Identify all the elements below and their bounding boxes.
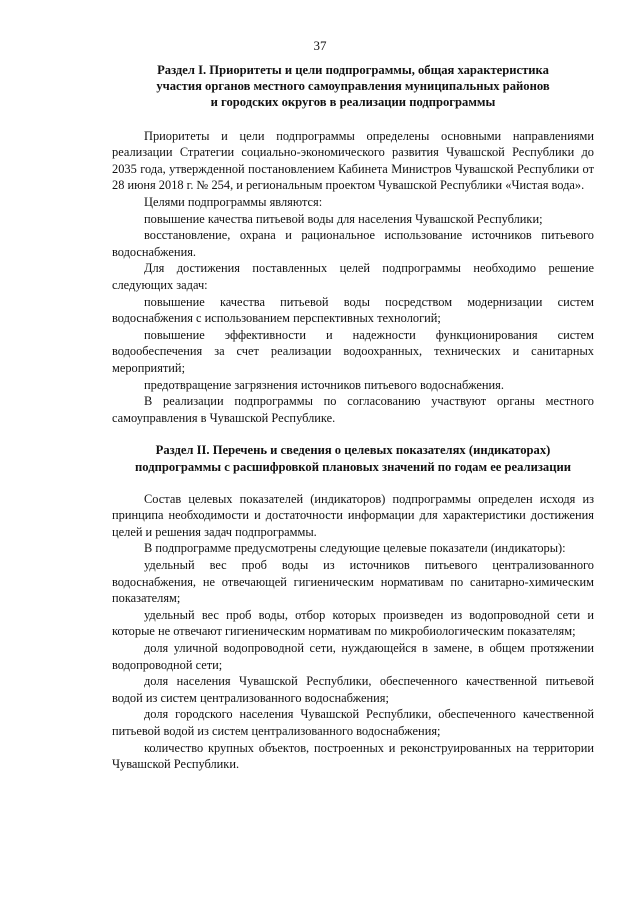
paragraph: доля уличной водопроводной сети, нуждающейся в замене, в общем протяжении водопроводной сети;	[112, 641, 594, 672]
section1-heading	[112, 62, 594, 111]
section2-heading-line: подпрограммы с расшифровкой плановых значений по годам ее реализации	[135, 459, 571, 474]
paragraph: количество крупных объектов, построенных и реконструированных на территории Чувашской Республики.	[112, 740, 594, 772]
paragraph: Для достижения поставленных целей подпрограммы необходимо решение следующих задач:	[112, 261, 594, 292]
paragraph: восстановление, охрана и рациональное использование источников питьевого водоснабжения.	[112, 228, 594, 259]
section1-heading-line: участия органов местного самоуправления муниципальных районов	[156, 79, 550, 94]
paragraph: доля городского населения Чувашской Республики, обеспеченного качественной питьевой водой из систем централизованного водоснабжения;	[112, 707, 594, 739]
paragraph: В подпрограмме предусмотрены следующие целевые показатели (индикаторы):	[144, 541, 566, 556]
section1-body	[112, 128, 594, 427]
section2-body	[112, 491, 594, 773]
paragraph: Приоритеты и цели подпрограммы определены основными направлениями реализации Стратегии социально-экономического развития Чувашской Республики до 2035 года, утвержденной постановлением Кабинета Министров Чувашской Республики от 28 июня 2018 г. № 254, и региональным проектом Чувашской Республики «Чистая вода».	[112, 128, 594, 193]
paragraph: доля населения Чувашской Республики, обеспеченного качественной питьевой водой из систем централизованного водоснабжения;	[112, 674, 594, 705]
section1-heading-line: и городских округов в реализации подпрограммы	[210, 95, 496, 110]
paragraph: повышение качества питьевой воды посредством модернизации систем водоснабжения с использованием перспективных технологий;	[112, 294, 594, 326]
paragraph: повышение эффективности и надежности функционирования систем водообеспечения за счет реализации водоохранных, технических и санитарных мероприятий;	[112, 327, 594, 375]
section1-heading-line: Раздел I. Приоритеты и цели подпрограммы, общая характеристика	[157, 63, 549, 77]
paragraph: удельный вес проб воды из источников питьевого централизованного водоснабжения, не отвечающей гигиеническим нормативам по санитарно-химическим показателям;	[112, 558, 594, 606]
paragraph: удельный вес проб воды, отбор которых произведен из водопроводной сети и которые не отвечают гигиеническим нормативам по микробиологическим показателям;	[112, 607, 594, 639]
paragraph: В реализации подпрограммы по согласованию участвуют органы местного самоуправления в Чувашской Республике.	[112, 394, 594, 425]
paragraph: Целями подпрограммы являются:	[144, 194, 323, 209]
page-number: 37	[313, 38, 327, 53]
section2-heading-line: Раздел II. Перечень и сведения о целевых показателях (индикаторах)	[155, 443, 551, 458]
paragraph: повышение качества питьевой воды для населения Чувашской Республики;	[144, 211, 543, 226]
document-body	[112, 62, 594, 773]
section2-heading	[112, 442, 594, 474]
paragraph: предотвращение загрязнения источников питьевого водоснабжения.	[144, 377, 504, 392]
paragraph: Состав целевых показателей (индикаторов) подпрограммы определен исходя из принципа необходимости и достаточности информации для характеристики достижения целей и решения задач подпрограммы.	[112, 491, 594, 539]
